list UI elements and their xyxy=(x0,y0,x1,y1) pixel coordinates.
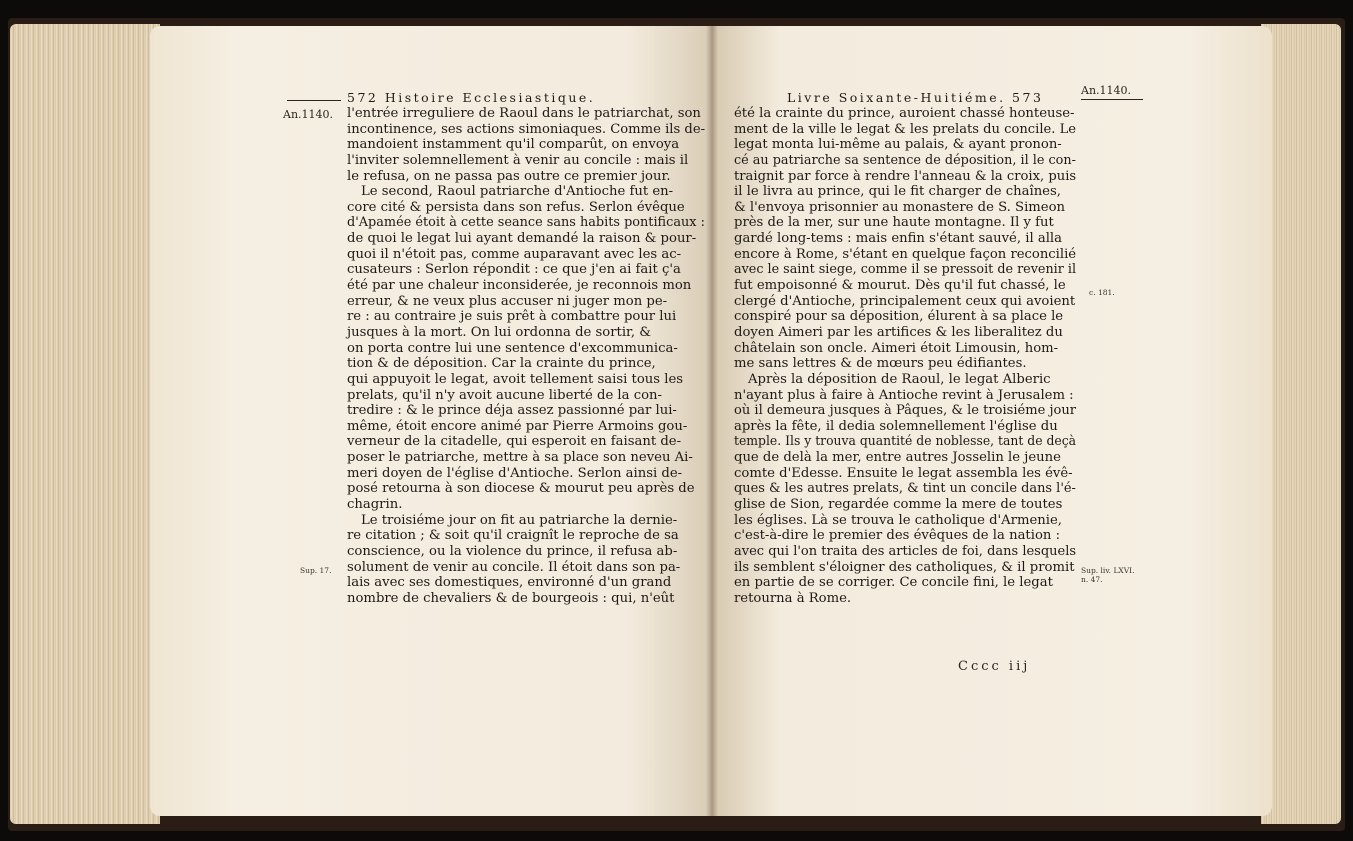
page-edges-left xyxy=(10,24,160,824)
text-line: lais avec ses domestiques, environné d'un grand xyxy=(347,575,672,591)
text-line: l'entrée irreguliere de Raoul dans le patriarchat, son xyxy=(347,106,701,121)
text-line: doyen Aimeri par les artifices & les liberalitez du xyxy=(734,324,1063,340)
right-page-text xyxy=(734,106,1076,607)
text-line: été la crainte du prince, auroient chassé honteuse- xyxy=(734,106,1075,121)
text-line: posé retourna à son diocese & mourut peu après de xyxy=(347,481,695,497)
text-line: avec le saint siege, comme il se pressoit de revenir il xyxy=(734,262,1077,278)
text-line: comte d'Edesse. Ensuite le legat assembla les évê- xyxy=(734,465,1073,481)
text-line: encore à Rome, s'étant en quelque façon reconcilié xyxy=(734,246,1077,262)
right-page-signature: Cccc iij xyxy=(958,659,1031,674)
text-line: cusateurs : Serlon répondit : ce que j'en ai fait ç'a xyxy=(347,262,681,278)
text-line: même, étoit encore animé par Pierre Armoins gou- xyxy=(347,418,688,434)
text-line: cé au patriarche sa sentence de déposition, il le con- xyxy=(734,152,1076,168)
left-page-text xyxy=(347,106,705,607)
left-header-rule xyxy=(287,100,341,101)
text-line: chagrin. xyxy=(347,497,403,513)
text-line: legat monta lui-même au palais, & ayant pronon- xyxy=(734,137,1062,153)
text-line: près de la mer, sur une haute montagne. Il y fut xyxy=(734,215,1054,231)
right-margin-note-3: n. 47. xyxy=(1081,575,1103,584)
text-line: glise de Sion, regardée comme la mere de toutes xyxy=(734,497,1063,513)
text-line: Le second, Raoul patriarche d'Antioche fut en- xyxy=(361,184,674,200)
text-line: été par une chaleur inconsiderée, je reconnois mon xyxy=(347,278,692,294)
text-line: meri doyen de l'église d'Antioche. Serlon ainsi de- xyxy=(347,465,683,481)
gutter xyxy=(706,26,718,816)
text-line: mandoient instamment qu'il comparût, on envoya xyxy=(347,137,680,153)
text-line: où il demeura jusques à Pâques, & le troisiéme jour xyxy=(734,403,1077,419)
text-line: Après la déposition de Raoul, le legat Alberic xyxy=(748,371,1051,387)
right-page-header: Livre Soixante-Huitiéme. 573 xyxy=(787,90,1044,105)
right-margin-note-2: Sup. liv. LXVI. xyxy=(1081,566,1135,575)
text-line: que de delà la mer, entre autres Josselin le jeune xyxy=(734,450,1061,466)
text-line: traignit par force à rendre l'anneau & la croix, puis xyxy=(734,168,1077,184)
text-line: erreur, & ne veux plus accuser ni juger mon pe- xyxy=(347,293,668,309)
text-line: prelats, qu'il n'y avoit aucune liberté de la con- xyxy=(347,387,662,403)
text-line: châtelain son oncle. Aimeri étoit Limousin, hom- xyxy=(734,340,1059,356)
text-line: c'est-à-dire le premier des évêques de la nation : xyxy=(734,528,1061,544)
text-line: d'Apamée étoit à cette seance sans habits pontificaux : xyxy=(347,215,705,231)
text-line: n'ayant plus à faire à Antioche revint à Jerusalem : xyxy=(734,387,1074,403)
text-line: de quoi le legat lui ayant demandé la raison & pour- xyxy=(347,231,697,247)
text-line: on porta contre lui une sentence d'excommunica- xyxy=(347,340,678,356)
left-page-header: 572 Histoire Ecclesiastique. xyxy=(347,90,596,105)
text-line: quoi il n'étoit pas, comme auparavant avec les ac- xyxy=(347,246,682,262)
right-margin-note-1: c. 181. xyxy=(1089,288,1115,297)
text-line: ils semblent s'éloigner des catholiques, & il promit xyxy=(734,559,1075,575)
text-line: gardé long-tems : mais enfin s'étant sauvé, il alla xyxy=(734,231,1063,247)
text-line: ment de la ville le legat & les prelats du concile. Le xyxy=(734,121,1077,137)
left-margin-note: Sup. 17. xyxy=(300,566,332,575)
text-line: fut empoisonné & mourut. Dès qu'il fut chassé, le xyxy=(734,278,1066,294)
text-line: il le livra au prince, qui le fit charger de chaînes, xyxy=(734,184,1061,200)
text-line: ques & les autres prelats, & tint un concile dans l'é- xyxy=(734,481,1076,497)
text-line: jusques à la mort. On lui ordonna de sortir, & xyxy=(347,324,652,340)
text-line: qui appuyoit le legat, avoit tellement saisi tous les xyxy=(347,371,684,387)
text-line: core cité & persista dans son refus. Serlon évêque xyxy=(347,199,685,215)
text-line: tredire : & le prince déja assez passionné par lui- xyxy=(347,403,677,419)
text-line: re citation ; & soit qu'il craignît le reproche de sa xyxy=(347,528,679,544)
text-line: re : au contraire je suis prêt à combattre pour lui xyxy=(347,309,677,325)
right-header-rule xyxy=(1081,99,1143,100)
text-line: l'inviter solemnellement à venir au concile : mais il xyxy=(347,152,689,168)
text-line: retourna à Rome. xyxy=(734,590,852,606)
text-line: en partie de se corriger. Ce concile fini, le legat xyxy=(734,575,1053,591)
text-line: clergé d'Antioche, principalement ceux qui avoient xyxy=(734,293,1076,309)
text-line: Le troisiéme jour on fit au patriarche la dernie- xyxy=(361,512,678,528)
text-line: poser le patriarche, mettre à sa place son neveu Ai- xyxy=(347,450,693,466)
text-line: tion & de déposition. Car la crainte du prince, xyxy=(347,356,656,372)
text-line: avec qui l'on traita des articles de foi, dans lesquels xyxy=(734,543,1077,559)
text-line: après la fête, il dedia solemnellement l'église du xyxy=(734,418,1058,434)
text-line: le refusa, on ne passa pas outre ce premier jour. xyxy=(347,168,671,184)
text-line: solument de venir au concile. Il étoit dans son pa- xyxy=(347,559,681,575)
text-line: les églises. Là se trouva le catholique d'Armenie, xyxy=(734,512,1062,528)
text-line: nombre de chevaliers & de bourgeois : qui, n'eût xyxy=(347,590,675,606)
left-margin-year: An.1140. xyxy=(283,108,334,121)
text-line: conspiré pour sa déposition, élurent à sa place le xyxy=(734,309,1064,325)
text-line: verneur de la citadelle, qui esperoit en faisant de- xyxy=(347,434,682,450)
text-line: conscience, ou la violence du prince, il refusa ab- xyxy=(347,543,678,559)
text-line: & l'envoya prisonnier au monastere de S. Simeon xyxy=(734,199,1066,215)
text-line: incontinence, ses actions simoniaques. Comme ils de- xyxy=(347,121,706,137)
page-edges-right xyxy=(1261,24,1341,824)
text-line: temple. Ils y trouva quantité de noblesse, tant de deçà xyxy=(734,434,1077,450)
text-line: me sans lettres & de mœurs peu édifiantes. xyxy=(734,356,1027,372)
right-margin-year: An.1140. xyxy=(1081,84,1132,97)
